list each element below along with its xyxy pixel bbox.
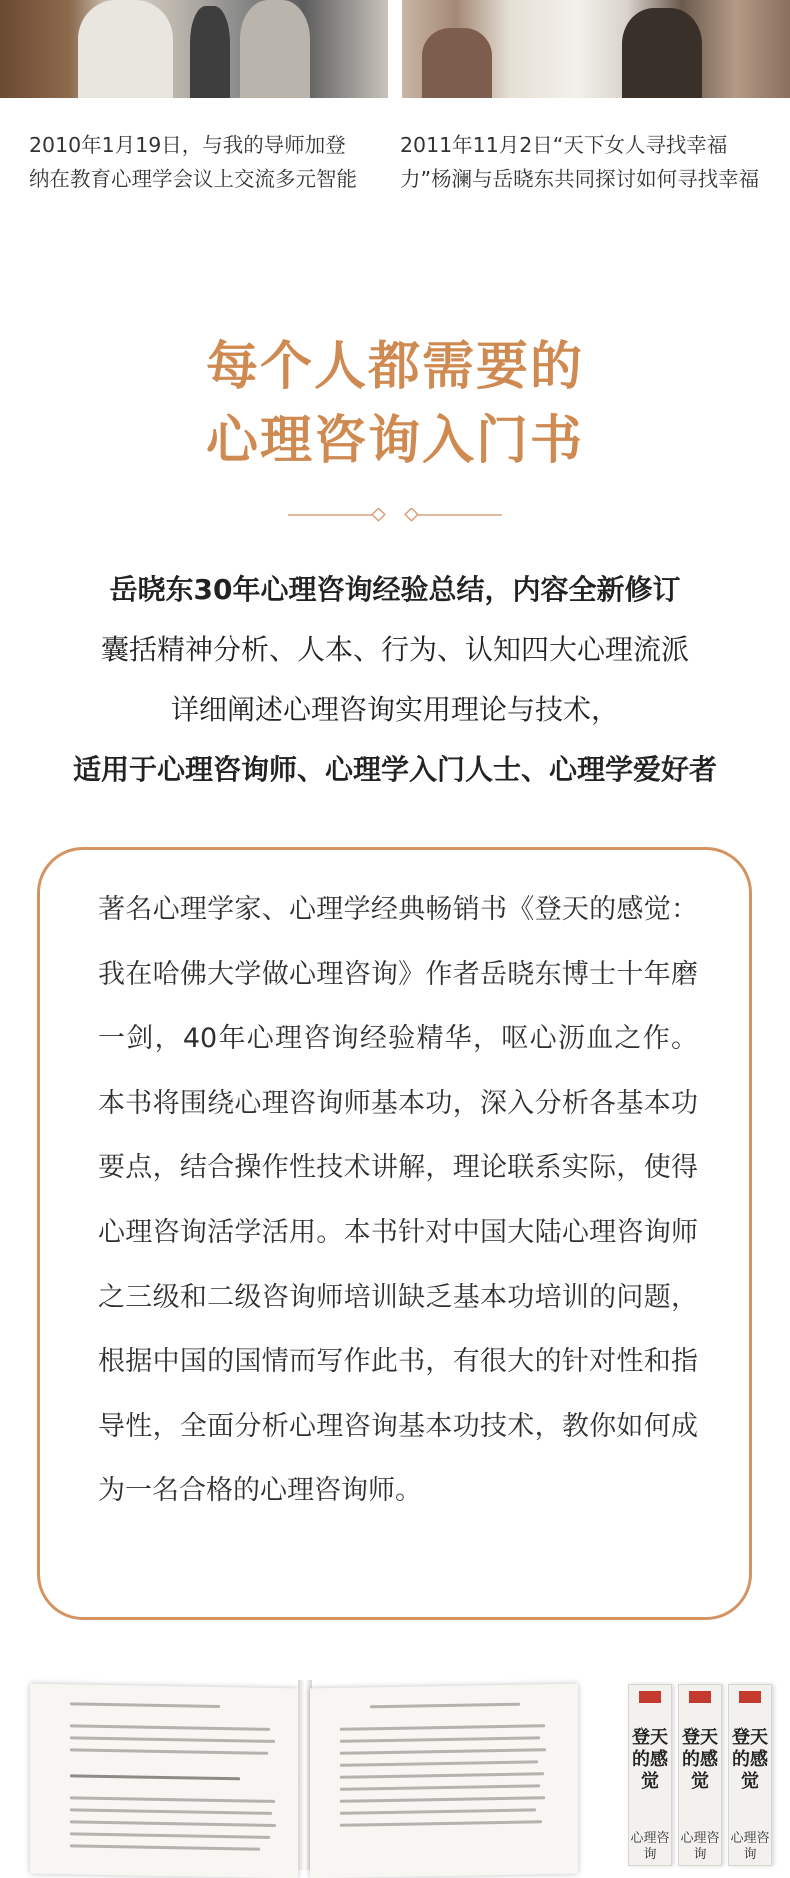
- publisher-logo-icon: [689, 1691, 711, 1703]
- publisher-logo-icon: [639, 1691, 661, 1703]
- photo-mentor-conference: [0, 0, 388, 98]
- photo-caption-right: 2011年11月2日“天下女人寻找幸福力”杨澜与岳晓东共同探讨如何寻找幸福: [400, 133, 760, 191]
- person-figure: [240, 0, 310, 98]
- spine-subtitle: 心理咨询: [630, 1831, 670, 1862]
- description-text: 著名心理学家、心理学经典畅销书《登天的感觉：我在哈佛大学做心理咨询》作者岳晓东博士十年磨一剑，40年心理咨询经验精华，呕心沥血之作。本书将围绕心理咨询师基本功，深入分析各基本功要点，结合操作性技术讲解，理论联系实际，使得心理咨询活学活用。本书针对中国大陆心理咨询师之三级和二级咨询师培训缺乏基本功培训的问题，根据中国的国情而写作此书，有很大的针对性和指导性，全面分析心理咨询基本功技术，教你如何成为一名合格的心理咨询师。: [98, 894, 698, 1507]
- person-figure: [190, 6, 230, 98]
- spine-title: 登天的感觉: [732, 1727, 768, 1792]
- headline-line-2: 心理咨询入门书: [205, 411, 584, 471]
- book-page-right: [310, 1684, 578, 1878]
- book-page-left: [30, 1684, 298, 1878]
- photo-happiness-event: [402, 0, 790, 98]
- person-figure: [422, 28, 492, 98]
- person-figure: [622, 8, 702, 98]
- intro-line-audience: 适用于心理咨询师、心理学入门人士、心理学爱好者: [72, 753, 717, 786]
- spine-subtitle: 心理咨询: [680, 1831, 720, 1862]
- spine-subtitle: 心理咨询: [730, 1831, 770, 1862]
- description-card: [37, 847, 752, 1620]
- intro-line-theory: 详细阐述心理咨询实用理论与技术，: [170, 693, 619, 726]
- photo-caption-left: 2010年1月19日，与我的导师加登纳在教育心理学会议上交流多元智能: [29, 133, 357, 191]
- intro-line-summary: 岳晓东30年心理咨询经验总结，内容全新修订: [109, 573, 681, 606]
- book-spine: [628, 1684, 672, 1866]
- spine-title: 登天的感觉: [682, 1727, 718, 1792]
- ornament-divider: [288, 508, 502, 522]
- open-book-image: [20, 1680, 590, 1864]
- intro-line-schools: 囊括精神分析、人本、行为、认知四大心理流派: [100, 633, 689, 666]
- publisher-logo-icon: [739, 1691, 761, 1703]
- book-spine: [728, 1684, 772, 1866]
- headline-line-1: 每个人都需要的: [205, 337, 584, 397]
- spine-title: 登天的感觉: [632, 1727, 668, 1792]
- book-spine: [678, 1684, 722, 1866]
- person-figure: [78, 0, 173, 98]
